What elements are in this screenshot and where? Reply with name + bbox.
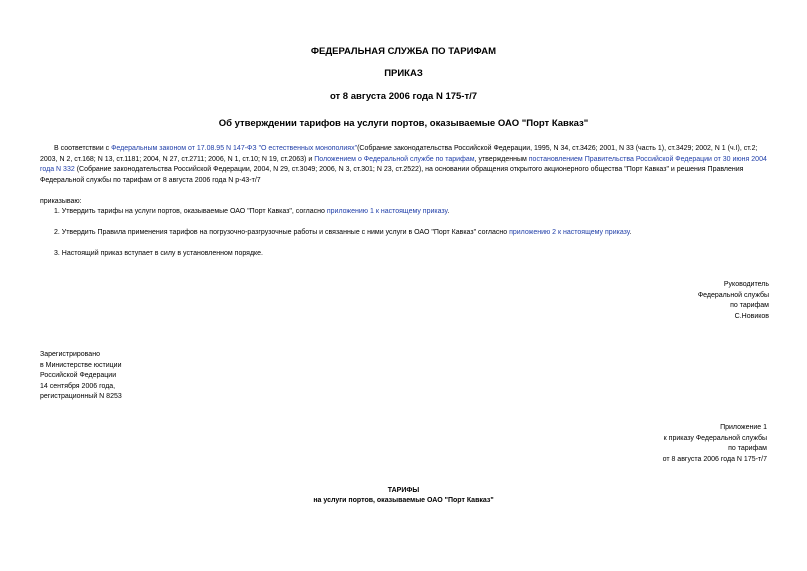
- registration-line-5: регистрационный N 8253: [40, 393, 122, 401]
- registration-line-4: 14 сентября 2006 года,: [40, 382, 116, 390]
- signature-position: Руководитель: [723, 281, 769, 288]
- item-2-end: .: [629, 229, 632, 236]
- document-date-number: от 8 августа 2006 года N 175-т/7: [329, 91, 478, 102]
- order-item-3: 3. Настоящий приказ вступает в силу в установленном порядке.: [54, 250, 264, 257]
- fst-regulation-link[interactable]: Положением о Федеральной службе по тарифам: [314, 155, 475, 163]
- agency-name: ФЕДЕРАЛЬНАЯ СЛУЖБА ПО ТАРИФАМ: [310, 46, 497, 57]
- preamble-text-1: В соответствии с: [54, 145, 112, 152]
- appendix-1-link[interactable]: приложению 1 к настоящему приказу: [326, 208, 448, 215]
- signature-block: [698, 280, 769, 322]
- document-type: ПРИКАЗ: [384, 68, 423, 79]
- preamble-text-4: , утвержденным: [474, 155, 529, 163]
- signature-agency-2: по тарифам: [730, 302, 769, 310]
- order-item-1: [54, 207, 449, 218]
- appendix-line-1: Приложение 1: [720, 424, 767, 431]
- item-1-text: 1. Утвердить тарифы на услуги портов, оказываемые ОАО "Порт Кавказ", согласно: [54, 208, 327, 215]
- natural-monopolies-link[interactable]: "О естественных монополиях": [258, 145, 358, 152]
- preamble-text-5: (Собрание законодательства Российской Федерации, 2004, N 29, ст.3049; 2006, N 3, ст.301; N 23, ст.2522), на основании обращения открытого акционерного общества "Порт Кавказ" и решения Правления Федеральной службы по тарифам от 8 августа 2006 года N р-43-т/7: [40, 166, 744, 184]
- tariffs-subtitle: на услуги портов, оказываемые ОАО "Порт Кавказ": [313, 497, 494, 504]
- document-title: Об утверждении тарифов на услуги портов, оказываемые ОАО "Порт Кавказ": [218, 118, 589, 129]
- registration-line-2: в Министерстве юстиции: [40, 361, 122, 369]
- appendix-header: [663, 423, 767, 465]
- registration-line-3: Российской Федерации: [40, 372, 117, 380]
- order-word: приказываю:: [40, 198, 82, 205]
- registration-line-1: Зарегистрировано: [40, 351, 100, 358]
- tariffs-title: ТАРИФЫ: [387, 487, 420, 494]
- item-2-text: 2. Утвердить Правила применения тарифов на погрузочно-разгрузочные работы и связанные с ними услуги в ОАО "Порт Кавказ" согласно: [54, 229, 510, 236]
- preamble-paragraph: [40, 144, 770, 186]
- order-item-2: [54, 228, 632, 239]
- government-decree-link[interactable]: постановлением Правительства Российской Федерации от 30 июня 2004 года N 332: [40, 155, 767, 174]
- appendix-2-link[interactable]: приложению 2 к настоящему приказу: [509, 229, 630, 236]
- federal-law-link[interactable]: Федеральным законом от 17.08.95 N 147-ФЗ: [111, 145, 257, 152]
- appendix-line-3: по тарифам: [728, 445, 767, 453]
- item-1-end: .: [447, 208, 450, 215]
- registration-block: [40, 350, 122, 403]
- appendix-line-4: от 8 августа 2006 года N 175-т/7: [662, 455, 767, 463]
- appendix-line-2: к приказу Федеральной службы: [663, 434, 767, 442]
- preamble-text-3: (Собрание законодательства Российской Федерации, 1995, N 34, ст.3426; 2001, N 33 (часть 1), ст.3429; 2002, N 1 (ч.I), ст.2; 2003, N 2, ст.168; N 13, ст.1181; 2004, N 27, ст.2711; 2006, N 1, ст.10; N 19, ст.2063) и: [40, 145, 758, 163]
- signature-name: С.Новиков: [734, 312, 769, 320]
- signature-agency: Федеральной службы: [697, 291, 769, 299]
